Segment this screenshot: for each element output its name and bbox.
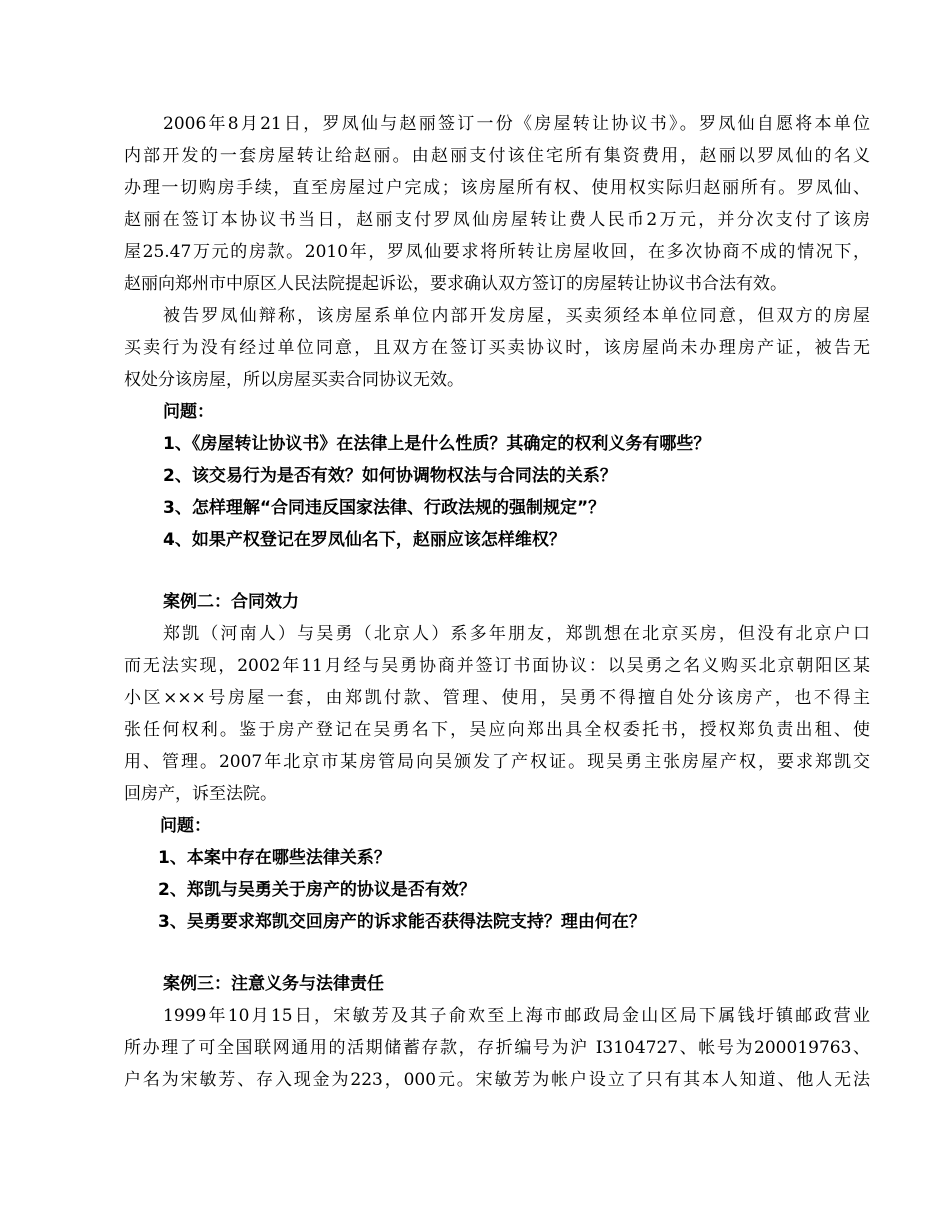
case2-para-line-3: 小区×××号房屋一套，由郑凯付款、管理、使用，吴勇不得擅自处分该房产，也不得主 <box>124 688 870 708</box>
case2-question-1: 1、本案中存在哪些法律关系？ <box>158 848 391 868</box>
case1-para2-line-1: 被告罗凤仙辩称，该房屋系单位内部开发房屋，买卖须经本单位同意，但双方的房屋 <box>163 306 870 326</box>
case1-question-3: 3、怎样理解“合同违反国家法律、行政法规的强制规定”？ <box>163 498 606 518</box>
case1-para1-line-5: 屋25.47万元的房款。2010年，罗凤仙要求将所转让房屋收回，在多次协商不成的情况下， <box>124 242 870 262</box>
case1-para1-line-3: 办理一切购房手续，直至房屋过户完成；该房屋所有权、使用权实际归赵丽所有。罗凤仙、 <box>124 178 870 198</box>
case1-para1-line-2: 内部开发的一套房屋转让给赵丽。由赵丽支付该住宅所有集资费用，赵丽以罗凤仙的名义 <box>124 146 870 166</box>
case2-para-line-5: 用、管理。2007年北京市某房管局向吴颁发了产权证。现吴勇主张房屋产权，要求郑凯交 <box>124 752 870 772</box>
case3-heading: 案例三：注意义务与法律责任 <box>163 974 384 994</box>
case2-para-line-2: 而无法实现，2002年11月经与吴勇协商并签订书面协议：以吴勇之名义购买北京朝阳区某 <box>124 656 870 676</box>
case1-question-4: 4、如果产权登记在罗凤仙名下，赵丽应该怎样维权？ <box>163 530 566 550</box>
case1-para2-line-3: 权处分该房屋，所以房屋买卖合同协议无效。 <box>124 370 464 390</box>
case2-para-line-6: 回房产，诉至法院。 <box>124 784 277 804</box>
case2-heading: 案例二：合同效力 <box>163 592 299 612</box>
case1-para1-line-4: 赵丽在签订本协议书当日，赵丽支付罗凤仙房屋转让费人民币2万元，并分次支付了该房 <box>124 210 870 230</box>
case2-question-2: 2、郑凯与吴勇关于房产的协议是否有效？ <box>158 880 476 900</box>
case1-para1-line-1: 2006年8月21日，罗凤仙与赵丽签订一份《房屋转让协议书》。罗凤仙自愿将本单位 <box>163 114 870 134</box>
case3-para-line-3: 户名为宋敏芳、存入现金为223，000元。宋敏芳为帐户设立了只有其本人知道、他人无法 <box>124 1070 870 1090</box>
case1-para1-line-6: 赵丽向郑州市中原区人民法院提起诉讼，要求确认双方签订的房屋转让协议书合法有效。 <box>124 274 787 294</box>
case2-para-line-4: 张任何权利。鉴于房产登记在吴勇名下，吴应向郑出具全权委托书，授权郑负责出租、使 <box>124 720 870 740</box>
case3-para-line-1: 1999年10月15日，宋敏芳及其子俞欢至上海市邮政局金山区局下属钱圩镇邮政营业 <box>163 1006 870 1026</box>
case2-question-3: 3、吴勇要求郑凯交回房产的诉求能否获得法院支持？理由何在？ <box>158 912 646 932</box>
case1-questions-label: 问题： <box>163 402 214 422</box>
case1-question-2: 2、该交易行为是否有效？如何协调物权法与合同法的关系？ <box>163 466 617 486</box>
case3-para-line-2: 所办理了可全国联网通用的活期储蓄存款，存折编号为沪 I3104727、帐号为200019763、 <box>124 1038 870 1058</box>
case1-para2-line-2: 买卖行为没有经过单位同意，且双方在签订买卖协议时，该房屋尚未办理房产证，被告无 <box>124 338 870 358</box>
case2-questions-label: 问题： <box>160 816 211 836</box>
case1-question-1: 1、《房屋转让协议书》在法律上是什么性质？其确定的权利义务有哪些？ <box>163 434 711 454</box>
case2-para-line-1: 郑凯（河南人）与吴勇（北京人）系多年朋友，郑凯想在北京买房，但没有北京户口 <box>163 624 870 644</box>
